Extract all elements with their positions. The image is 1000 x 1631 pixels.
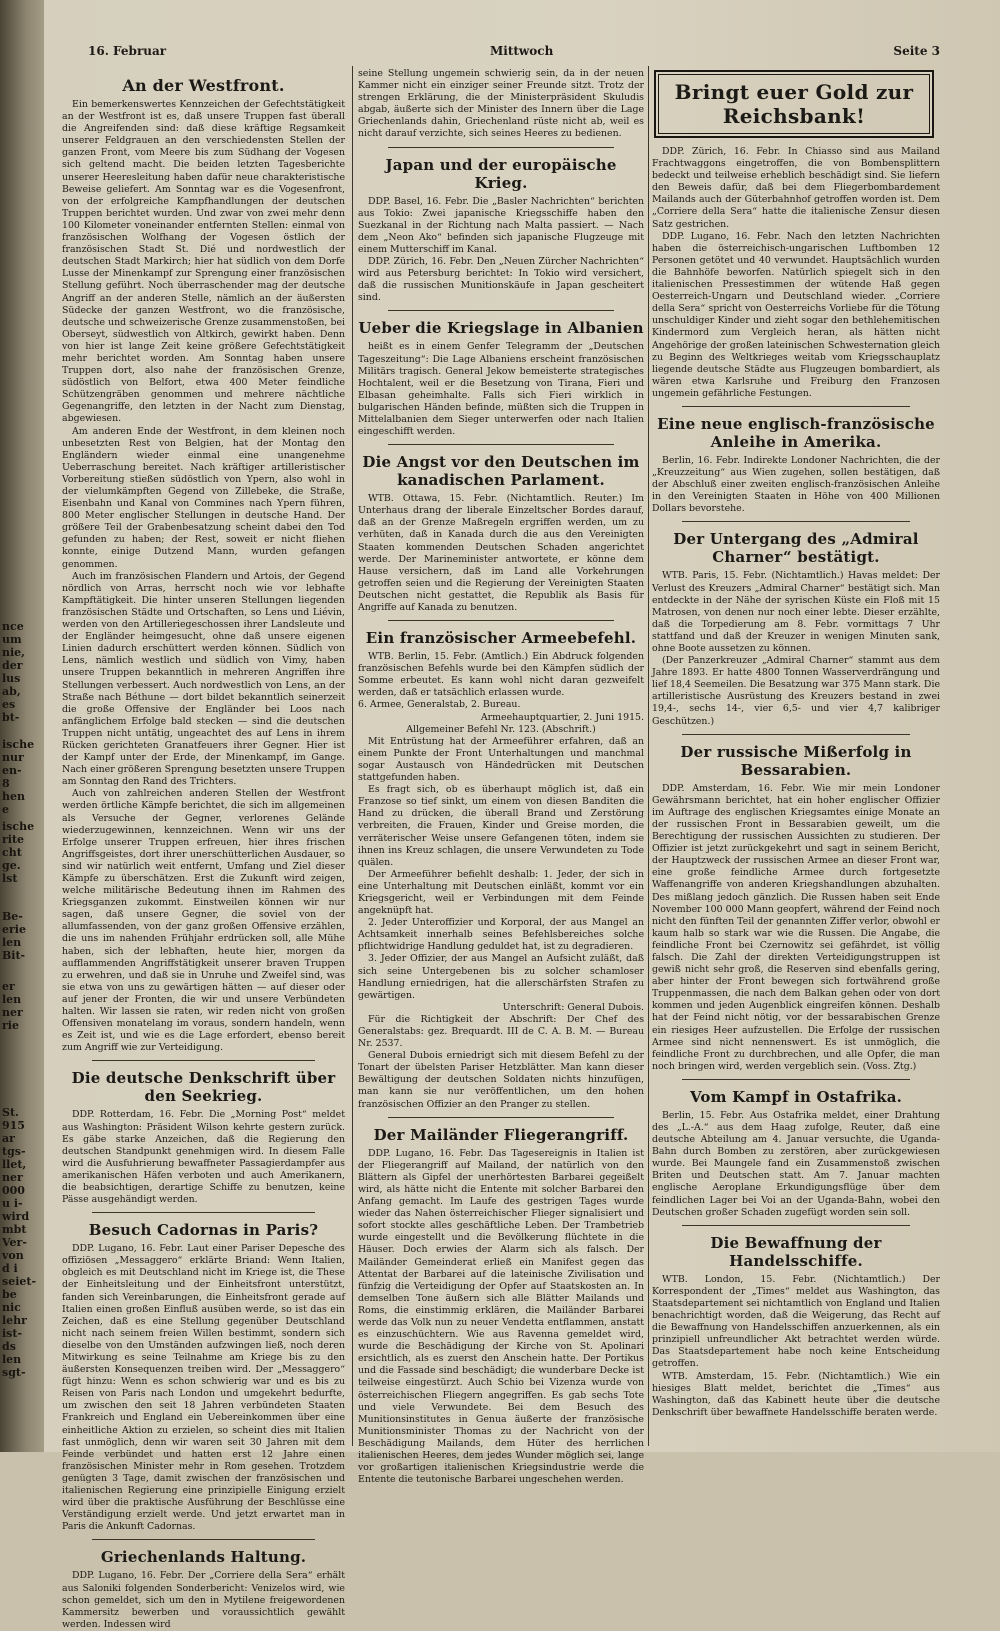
article-separator: [388, 310, 614, 311]
article-paragraph: Auch von zahlreichen anderen Stellen der Westfront werden örtliche Kämpfe berichtet, die sich im allgemeinen als Versuche der Gegner, verlorenes Gelände wiederzugewinnen, kennzeichnen. Wenn wir uns der Erfolge unserer Truppen erfreuen, hier ihres frischen Angriffsgeistes, dort ihrer unerschütterlichen Ausdauer, so sind wir natürlich weit entfernt, Umfang und Ziel dieser Kämpfe zu überschätzen. Erst die Zukunft wird zeigen, welche militärische Bedeutung ihnen im Rahmen des Kriegsganzen zukommt. Einstweilen können wir nur sagen, daß unsere Gegner, die soviel von der allumfassenden, von der ganz großen Offensive erzählen, die uns im nahenden Frühjahr erdrücken soll, alle Mühe haben, sich der lebhaften, heute hier, morgen da aufflammenden Angriffstätigkeit unserer braven Truppen zu erwehren, und daß sie in Unruhe und Zweifel sind, was sie etwa von uns zu gewärtigen hätten — auf dieser oder auf jener der Fronten, die wir und unsere Verbündeten halten. Wir lassen sie raten, wir reden nicht von großen Offensiven monatelang im voraus, sondern handeln, wenn es Zeit ist, und wie es die Lage erfordert, ebenso bereit zum Angriff wie zur Verteidigung.: [62, 788, 345, 1054]
article-paragraph: 3. Jeder Offizier, der aus Mangel an Aufsicht zuläßt, daß sich seine Untergebenen bis zu solcher schamloser Handlung erniedrigen, hat die allerschärfsten Strafen zu gewärtigen.: [358, 953, 644, 1001]
header-weekday: Mittwoch: [490, 44, 554, 58]
article-paragraph: DDP. Lugano, 16. Febr. Der „Corriere della Sera“ erhält aus Saloniki folgenden Sonderbericht: Venizelos wird, wie schon gemeldet, sich um den in Mytilene freigewordenen Kammersitz bewerben und voraussichtlich gewählt werden. Indessen wird: [62, 1570, 345, 1630]
article-paragraph: DDP. Zürich, 16. Febr. In Chiasso sind aus Mailand Frachtwaggons eingetroffen, die von Bombensplittern bedeckt und teilweise erheblich beschädigt sind. Sie liefern den Beweis dafür, daß bei dem Fliegerbombardement Mailands auch der Güterbahnhof getroffen worden ist. Dem „Corriere della Sera“ hatte die italienische Zensur diesen Satz gestrichen.: [652, 146, 940, 230]
article-title-handelsschiffe: Die Bewaffnung der Handelsschiffe.: [710, 1233, 882, 1270]
article-separator: [388, 1117, 614, 1118]
article-paragraph: Der Armeeführer befiehlt deshalb: 1. Jeder, der sich in eine Unterhaltung mit Deutschen einläßt, kommt vor ein Kriegsgericht, weil er Verbindungen mit dem Feinde angeknüpft hat.: [358, 868, 644, 917]
article-paragraph: 6. Armee, Generalstab, 2. Bureau.: [358, 699, 521, 711]
page-header: [60, 44, 940, 62]
column-rule: [352, 66, 353, 1446]
article-separator: [388, 147, 614, 148]
margin-fragment: ische nur en- 8 hen e: [2, 738, 35, 816]
article-paragraph: Es fragt sich, ob es überhaupt möglich ist, daß ein Franzose so tief sinkt, um einem von diesen Banditen die Hand zu drücken, die überall Brand und Zerstörung verbreiten, die Frauen, Kinder und Greise morden, die verräterischer Weise unsere Gefangenen töten, indem sie ihnen ins Kreuz schlagen, die unsere Verwundeten zu Tode quälen.: [358, 784, 644, 868]
article-paragraph: DDP. Zürich, 16. Febr. Den „Neuen Zürcher Nachrichten“ wird aus Petersburg berichtet: In Tokio wird versichert, daß die russischen Munitionskäufe in Japan gescheitert sind.: [358, 256, 644, 304]
article-separator: [682, 1079, 910, 1080]
article-title-armeebefehl: Ein französischer Armeebefehl.: [365, 629, 637, 648]
article-separator: [92, 1060, 315, 1061]
article-title-ostafrika: Vom Kampf in Ostafrika.: [689, 1087, 903, 1106]
article-separator: [92, 1212, 315, 1213]
article-paragraph: DDP. Rotterdam, 16. Febr. Die „Morning Post“ meldet aus Washington: Präsident Wilson kehrte gestern zurück. Es gäbe starke Anzeichen, daß die Regierung den deutschen Standpunkt genehmigen wird. In diesem Falle wird die Ausfuhrierung bewaffneter Passagierdampfer aus amerikanischen Häfen verboten und auch Amerikanern, die beabsichtigen, derartige Schiffe zu benutzen, keine Pässe ausgehändigt werden.: [62, 1109, 345, 1206]
column-rule: [648, 66, 649, 1446]
article-separator: [92, 1539, 315, 1540]
article-separator: [682, 734, 910, 735]
column-1: [62, 68, 345, 1630]
margin-fragment: er len ner rie: [2, 980, 23, 1032]
article-paragraph: Am anderen Ende der Westfront, in dem kleinen noch unbesetzten Rest von Belgien, hat der Montag den Engländern wieder einmal eine unangenehme Ueberraschung bereitet. Nach kräftiger artilleristischer Vorbereitung stießen südöstlich von Ypern, also wohl in der vielumkämpften Gegend von Zillebeke, die Straße, Eisenbahn und Kanal von Commines nach Ypern führen, 800 Meter englischer Stellungen in deutsche Hand. Der größere Teil der Grabenbesatzung scheint dabei den Tod gefunden zu haben; der Rest, soweit er nicht fliehen konnte, einige Dutzend Mann, wurden gefangen genommen.: [62, 425, 345, 570]
article-paragraph: (Der Panzerkreuzer „Admiral Charner“ stammt aus dem Jahre 1893. Er hatte 4800 Tonnen Wasserverdrängung und lief 18,4 Seemeilen. Die Besatzung war 375 Mann stark. Die artilleristische Ausrüstung des Kreuzers bestand in zwei 19,4-, sechs 14-, vier 6,5- und vier 4,7 kalibriger Geschützen.): [652, 655, 940, 727]
article-paragraph: Ein bemerkenswertes Kennzeichen der Gefechtstätigkeit an der Westfront ist es, daß unsere Truppen fast überall die Angreifenden sind: daß diese kräftige Regsamkeit unserer Feldgrauen an den verschiedensten Stellen der ganzen Front, vom Meere bis zum Südhang der Vogesen sich geltend macht. Die beiden letzten Tagesberichte unserer Heeresleitung haben dafür neue charakteristische Beweise geliefert. Am Sonntag war es die Vogesenfront, von der erfolgreiche Kampfhandlungen der deutschen Truppen berichtet wurden. Und zwar von zwei mehr denn 100 Kilometer voneinander entfernten Stellen: einmal von französischen Wolfhang der Vogesen östlich der französischen Stadt St. Dié und nordwestlich der deutschen Stadt Markirch; hier hat südlich von dem Dorfe Lusse der Minenkampf zur Sprengung einer französischen Stellung geführt. Noch überraschender mag der deutsche Angriff an der anderen Stelle, nämlich an der äußersten Südecke der ganzen Westfront, wo die französische, deutsche und schweizerische Grenze zusammenstoßen, bei Oberseyt, südwestlich von Altkirch, gewirkt haben. Denn von hier ist lange Zeit keine größere Gefechtstätigkeit mehr berichtet worden. Am Sonntag haben unsere Truppen dort, also nahe der französischen Grenze, südöstlich von Belfort, etwa 400 Meter feindliche Schützengräben genommen und mehrere nächtliche Gegenangriffe, den letzten in der Nacht zum Dienstag, abgewiesen.: [62, 99, 345, 425]
article-paragraph: DDP. Lugano, 16. Febr. Laut einer Pariser Depesche des offiziösen „Messaggero“ erklärte Briand: Wenn Italien, obgleich es mit Deutschland nicht im Kriege ist, die These der Einheitsleitung und der Einheitsfront unterstützt, fanden sich Vereinbarungen, die Einheitsfront gerade auf Italien einen großen Einfluß ausüben werde, so ist das ein Zeichen, daß es eine Stellung gegenüber Deutschland nicht nach seinem freien Willen bestimmt, sondern sich dieselbe von den Umständen aufzwingen ließ, noch deren Mitwirkung es seine Teilnahme am Kriege bis zu den äußersten Konsequenzen treiben wird. Der „Messaggero“ fügt hinzu: Wenn es schon schwierig war und es bis zu Reisen von Paris nach London und umgekehrt bedurfte, um zwischen den seit 18 Jahren verbündeten Staaten Frankreich und England ein Uebereinkommen über eine einheitliche Aktion zu erzielen, so scheint dies mit Italien fast unmöglich, denn wir waren seit 30 Jahren mit dem Feinde verbündet und hatten erst 12 Jahre einen französischen Minister mehr in Rom gesehen. Trotzdem genügten 3 Tage, damit zwischen der französischen und italienischen Regierung eine prinzipielle Einigung erzielt wird über die praktische Ausführung der Beschlüsse eine Verständigung erzielt werde. Und jetzt erwartet man in Paris die Ankunft Cadornas.: [62, 1243, 345, 1533]
article-paragraph: WTB. Ottawa, 15. Febr. (Nichtamtlich. Reuter.) Im Unterhaus drang der liberale Einzeltscher Bordes darauf, daß an der Grenze Maßregeln ergriffen werden, um zu verhüten, daß in Kanada durch die aus den Vereinigten Staaten kommenden Deutschen Schaden angerichtet werde. Der Marineminister antwortete, er könne dem Hause versichern, daß im Land alle Vorkehrungen getroffen seien und die Regierung der Vereinigten Staaten Deutschen nicht gestattet, die Republik als Basis für Angriffe auf Kanada zu benutzen.: [358, 493, 644, 613]
article-paragraph: WTB. Berlin, 15. Febr. (Amtlich.) Ein Abdruck folgenden französischen Befehls wurde bei den Kämpfen südlich der Somme erbeutet. Es kann wohl nicht daran gezweifelt werden, daß er tatsächlich erlassen wurde.: [358, 651, 644, 699]
article-title-bessarabien: Der russische Mißerfolg in Bessarabien.: [680, 742, 912, 779]
article-paragraph: Allgemeiner Befehl Nr. 123. (Abschrift.): [406, 723, 596, 735]
column-2: [358, 68, 644, 1486]
previous-page-edge: [0, 0, 44, 1452]
article-title-denkschrift: Die deutsche Denkschrift über den Seekrieg.: [71, 1069, 336, 1106]
gold-banner: Bringt euer Gold zur Reichsbank!: [654, 70, 934, 138]
article-separator: [682, 1225, 910, 1226]
article-paragraph: 2. Jeder Unteroffizier und Korporal, der aus Mangel an Achtsamkeit innerhalb seines Befehlsbereiches solche pflichtwidrige Handlung geduldet hat, ist zu degradieren.: [358, 917, 644, 953]
article-paragraph: Unterschrift: General Dubois.: [502, 1001, 644, 1013]
margin-fragment: Be- erie len Bit-: [2, 910, 26, 962]
article-paragraph: Auch im französischen Flandern und Artois, der Gegend nördlich von Arras, herrscht noch wie vor lebhafte Kampftätigkeit. Die hinter unseren Stellungen liegenden französischen Städte und Ortschaften, so Lens und Liévin, werden von den Artilleriegeschossen ihrer Landsleute und der Engländer heimgesucht, ohne daß unsere eigenen Linien dadurch erschüttert werden können. Südlich von Lens, nämlich westlich und südlich von Vimy, haben unsere Truppen bekanntlich in mehreren Angriffen ihre Stellungen verbessert. Auch nordwestlich von Lens, an der Straße nach Béthune — dort bildet bekanntlich seinerzeit die große Offensive der Engländer bei Loos nach anfänglichem Erfolge bald stecken — sind die deutschen Truppen nicht untätig, ungeachtet des auf Lens in ihrem Rücken gerichteten Granatfeuers ihrer Gegner. Hier ist der Kampf unter der Erde, der Minenkampf, im Gange. Nach einer größeren Sprengung besetzten unsere Truppen am Sonntag den Rand des Trichters.: [62, 570, 345, 788]
header-date: 16. Februar: [88, 44, 167, 58]
margin-fragment: St. 915 ar tgs- llet, ner 000 u i- wird mbt Ver- von d i seiet- be nic lehr ist- ds len sgt-: [2, 1106, 37, 1379]
article-paragraph: WTB. Paris, 15. Febr. (Nichtamtlich.) Havas meldet: Der Verlust des Kreuzers „Admiral Charner“ bestätigt sich. Man entdeckte in der Nähe der syrischen Küste ein Floß mit 15 Matrosen, von denen nur noch einer lebte. Dieser erzählte, daß die Torpedierung am 8. Febr. vormittags 7 Uhr stattfand und daß der Kreuzer in wenigen Minuten sank, ohne Boote aussetzen zu können.: [652, 570, 940, 654]
article-paragraph: seine Stellung ungemein schwierig sein, da in der neuen Kammer nicht ein einziger seiner Freunde sitzt. Trotz der strengen Erklärung, die der Ministerpräsident Skuludis abgab, äußerte sich der Minister des Innern über die Lage Griechenlands dahin, Griechenland rüste nicht ab, weil es nicht darauf verzichte, sich seines Heeres zu bedienen.: [358, 68, 644, 140]
article-title-griechenland: Griechenlands Haltung.: [100, 1548, 307, 1567]
article-paragraph: Berlin, 15. Febr. Aus Ostafrika meldet, einer Drahtung des „L.-A.“ aus dem Haag zufolge, Reuter, daß eine deutsche Abteilung am 4. Januar versuchte, die Uganda-Bahn durch Bomben zu zerstören, aber zurückgewiesen wurde. Bei Maungele fand ein Zusammenstoß zwischen Briten und Deutschen statt. Am 7. Januar machten englische Aeroplane Erkundigungsflüge über dem feindlichen Lager bei Voi an der Uganda-Bahn, wobei den Deutschen großer Schaden zugefügt worden sein soll.: [652, 1109, 940, 1218]
margin-fragment: nce um nie, der lus ab, es bt-: [2, 620, 26, 724]
article-paragraph: DDP. Lugano, 16. Febr. Das Tagesereignis in Italien ist der Fliegerangriff auf Mailand, der natürlich von den Blättern als Gipfel der unerhörtesten Barbarei gegeißelt wird, als hätte nicht die Entente mit solcher Barbarei den Anfang gemacht. Im Laufe des gestrigen Tages wurde wieder das Nahen österreichischer Flieger signalisiert und sofort stockte alles geschäftliche Leben. Der Trambetrieb wurde eingestellt und die Bevölkerung flüchtete in die Häuser. Doch erwies der Alarm sich als falsch. Der Mailänder Gemeinderat erließ ein Manifest gegen das Attentat der Barbarei auf die lateinische Zivilisation und fünfzig die Verteidigung der Opfer auf Staatskosten an. In demselben Tone äußern sich alle Blätter Mailands und Roms, die einstimmig erklären, die Mailänder Barbarei werde das Volk nun zu neuer Vendetta entflammen, anstatt es einzuschüchtern. Wie aus Ravenna gemeldet wird, wurde die Beschädigung der Kirche von St. Apolinari ersichtlich, als es zuerst den Anschein hatte. Der Portikus und die Fassade sind beschädigt; die wunderbare Decke ist teilweise eingestürzt. Auch Schio bei Vizenza wurde von österreichischen Fliegern angegriffen. Es gab sechs Tote und viele Verwundete. Bei dem Besuch des Munitionsinstitutes in Genua äußerte der französische Munitionsminister Thomas zu der Nachricht von der Beschädigung Mailands, dem Hüter des herrlichen italienischen Heeres, dem jedes Wunder möglich sei, lange vor großartigen italienischen Kriegsindustrie werde die Entente die teutonische Barbarei ungeschehen werden.: [358, 1147, 644, 1486]
article-paragraph: WTB. London, 15. Febr. (Nichtamtlich.) Der Korrespondent der „Times“ meldet aus Washington, das Staatsdepartement sei nichtamtlich von England und Italien benachrichtigt worden, daß die Weigerung, das Recht auf die Bewaffnung von Handelsschiffen anzuerkennen, als ein prinzipiell unfreundlicher Akt betrachtet werden würde. Das Staatsdepartement habe noch keine Entscheidung getroffen.: [652, 1273, 940, 1370]
article-separator: [682, 521, 910, 522]
article-title-kanada: Die Angst vor den Deutschen im kanadischen Parlament.: [362, 453, 640, 490]
article-title-japan: Japan und der europäische Krieg.: [385, 155, 617, 192]
article-title-anleihe: Eine neue englisch-französische Anleihe in Amerika.: [657, 414, 935, 451]
article-separator: [682, 406, 910, 407]
article-paragraph: Mit Entrüstung hat der Armeeführer erfahren, daß an einem Punkte der Front Unterhaltungen und manchmal sogar Austausch von Händedrücken mit Deutschen stattgefunden haben.: [358, 735, 644, 784]
article-title-albanien: Ueber die Kriegslage in Albanien: [358, 319, 644, 338]
header-page-number: Seite 3: [893, 44, 940, 58]
article-paragraph: DDP. Amsterdam, 16. Febr. Wie mir mein Londoner Gewährsmann berichtet, hat ein hoher englischer Offizier im Auftrage des englischen Kriegsamtes einige Monate an der russischen Front in Bessarabien geweilt, um die Berechtigung der russischen Aussichten zu studieren. Der Offizier ist jetzt zurückgekehrt und sagt in seinem Bericht, der Hauptzweck der russischen Armee an dieser Front war, eine große feindliche Armee durch fortgesetzte Waffenangriffe von anderen Kriegshandlungen abzuhalten. Des mißlang jedoch gänzlich. Die Russen haben seit Ende November 100 000 Mann geopfert, während der Feind noch nicht den fünften Teil der genannten Ziffer verlor, obwohl er kaum halb so stark war wie die Russen. Die Angabe, die feindliche Front bei Czernowitz sei gefährdet, ist völlig falsch. Die Zahl der direkten Verteidigungstruppen ist gewiß nicht sehr groß, die Reserven sind ebenfalls gering, aber hinter der Front bewegen sich fortwährend große Truppenmassen, die nach dem Balkan gehen oder von dort kommen und jeden Augenblick eingreifen können. Deshalb hat der Feind nicht nötig, vor der bessarabischen Grenze ein riesiges Heer aufzustellen. Die Erfolge der russischen Armee sind nicht nennenswert. Es ist unmöglich, die feindliche Front zu durchbrechen, und alle Opfer, die man noch bringen wird, werden vergeblich sein. (Voss. Ztg.): [652, 782, 940, 1072]
article-title-admiral-charner: Der Untergang des „Admiral Charner“ bestätigt.: [673, 530, 919, 567]
article-title-cadorna: Besuch Cadornas in Paris?: [88, 1221, 319, 1240]
article-title-mailand: Der Mailänder Fliegerangriff.: [373, 1125, 629, 1144]
article-paragraph: Für die Richtigkeit der Abschrift: Der Chef des Generalstabs: gez. Brequardt. III de C. A. B. M. — Bureau Nr. 2537.: [358, 1013, 644, 1050]
margin-fragment: ische rite cht ge. lst: [2, 820, 35, 885]
article-separator: [388, 620, 614, 621]
article-paragraph: Armeehauptquartier, 2. Juni 1915.: [480, 711, 644, 723]
article-paragraph: heißt es in einem Genfer Telegramm der „Deutschen Tageszeitung“: Die Lage Albaniens erscheint französischen Militärs tragisch. General Jekow bemeisterte strategisches Hochtalent, weil er die Besetzung von Tirana, Fieri und Elbasan geheimhalte. Falls sich Fieri wirklich in bulgarischen Händen befinde, müßten sich die Truppen in Mittelalbanien dem Sieger unterwerfen oder nach Italien eingeschifft werden.: [358, 341, 644, 438]
article-paragraph: WTB. Amsterdam, 15. Febr. (Nichtamtlich.) Wie ein hiesiges Blatt meldet, berichtet die „Times“ aus Washington, daß das Kabinett heute über die deutsche Denkschrift über bewaffnete Handelsschiffe beraten werde.: [652, 1370, 940, 1418]
article-paragraph: Berlin, 16. Febr. Indirekte Londoner Nachrichten, die der „Kreuzzeitung“ aus Wien zugehen, sollen bestätigen, daß der Abschluß einer zweiten englisch-französischen Anleihe in den Vereinigten Staaten in Höhe von 400 Millionen Dollars bevorstehe.: [652, 454, 940, 515]
article-title-westfront: An der Westfront.: [122, 76, 285, 95]
column-3: [652, 68, 940, 1443]
article-paragraph: DDP. Lugano, 16. Febr. Nach den letzten Nachrichten haben die österreichisch-ungarischen Luftbomben 12 Personen getötet und 40 verwundet. Hauptsächlich wurden die Bahnhöfe beworfen. Natürlich spiegelt sich in den italienischen Pressestimmen der wütende Haß gegen Oesterreich-Ungarn und Deutschland wieder. „Corriere della Sera“ spricht von Oesterreichs Vorliebe für die Tötung unschuldiger Kinder und zieht sogar den bethlehemitischen Kindermord zum Vergleich heran, als hätten nicht Angehörige der großen lateinischen Schwesternation gleich zu Beginn des Weltkrieges weitab vom Kriegsschauplatz liegende deutsche Städte aus Flugzeugen bombardiert, als wären etwa Karlsruhe und Freiburg den Franzosen ungemein gefährliche Festungen.: [652, 230, 940, 399]
article-paragraph: DDP. Basel, 16. Febr. Die „Basler Nachrichten“ berichten aus Tokio: Zwei japanische Kriegsschiffe haben den Suezkanal in der Richtung nach Malta passiert. — Nach dem „Neon Ako“ befinden sich japanische Flugzeuge mit einem Mutterschiff im Kanal.: [358, 195, 644, 255]
article-paragraph: General Dubois erniedrigt sich mit diesem Befehl zu der Tonart der übelsten Pariser Hetzblätter. Man kann dieser Bewältigung der deutschen Soldaten nichts hinzufügen, man kann sie nur veröffentlichen, um den hohen französischen Offizier an den Pranger zu stellen.: [358, 1050, 644, 1110]
article-separator: [388, 444, 614, 445]
